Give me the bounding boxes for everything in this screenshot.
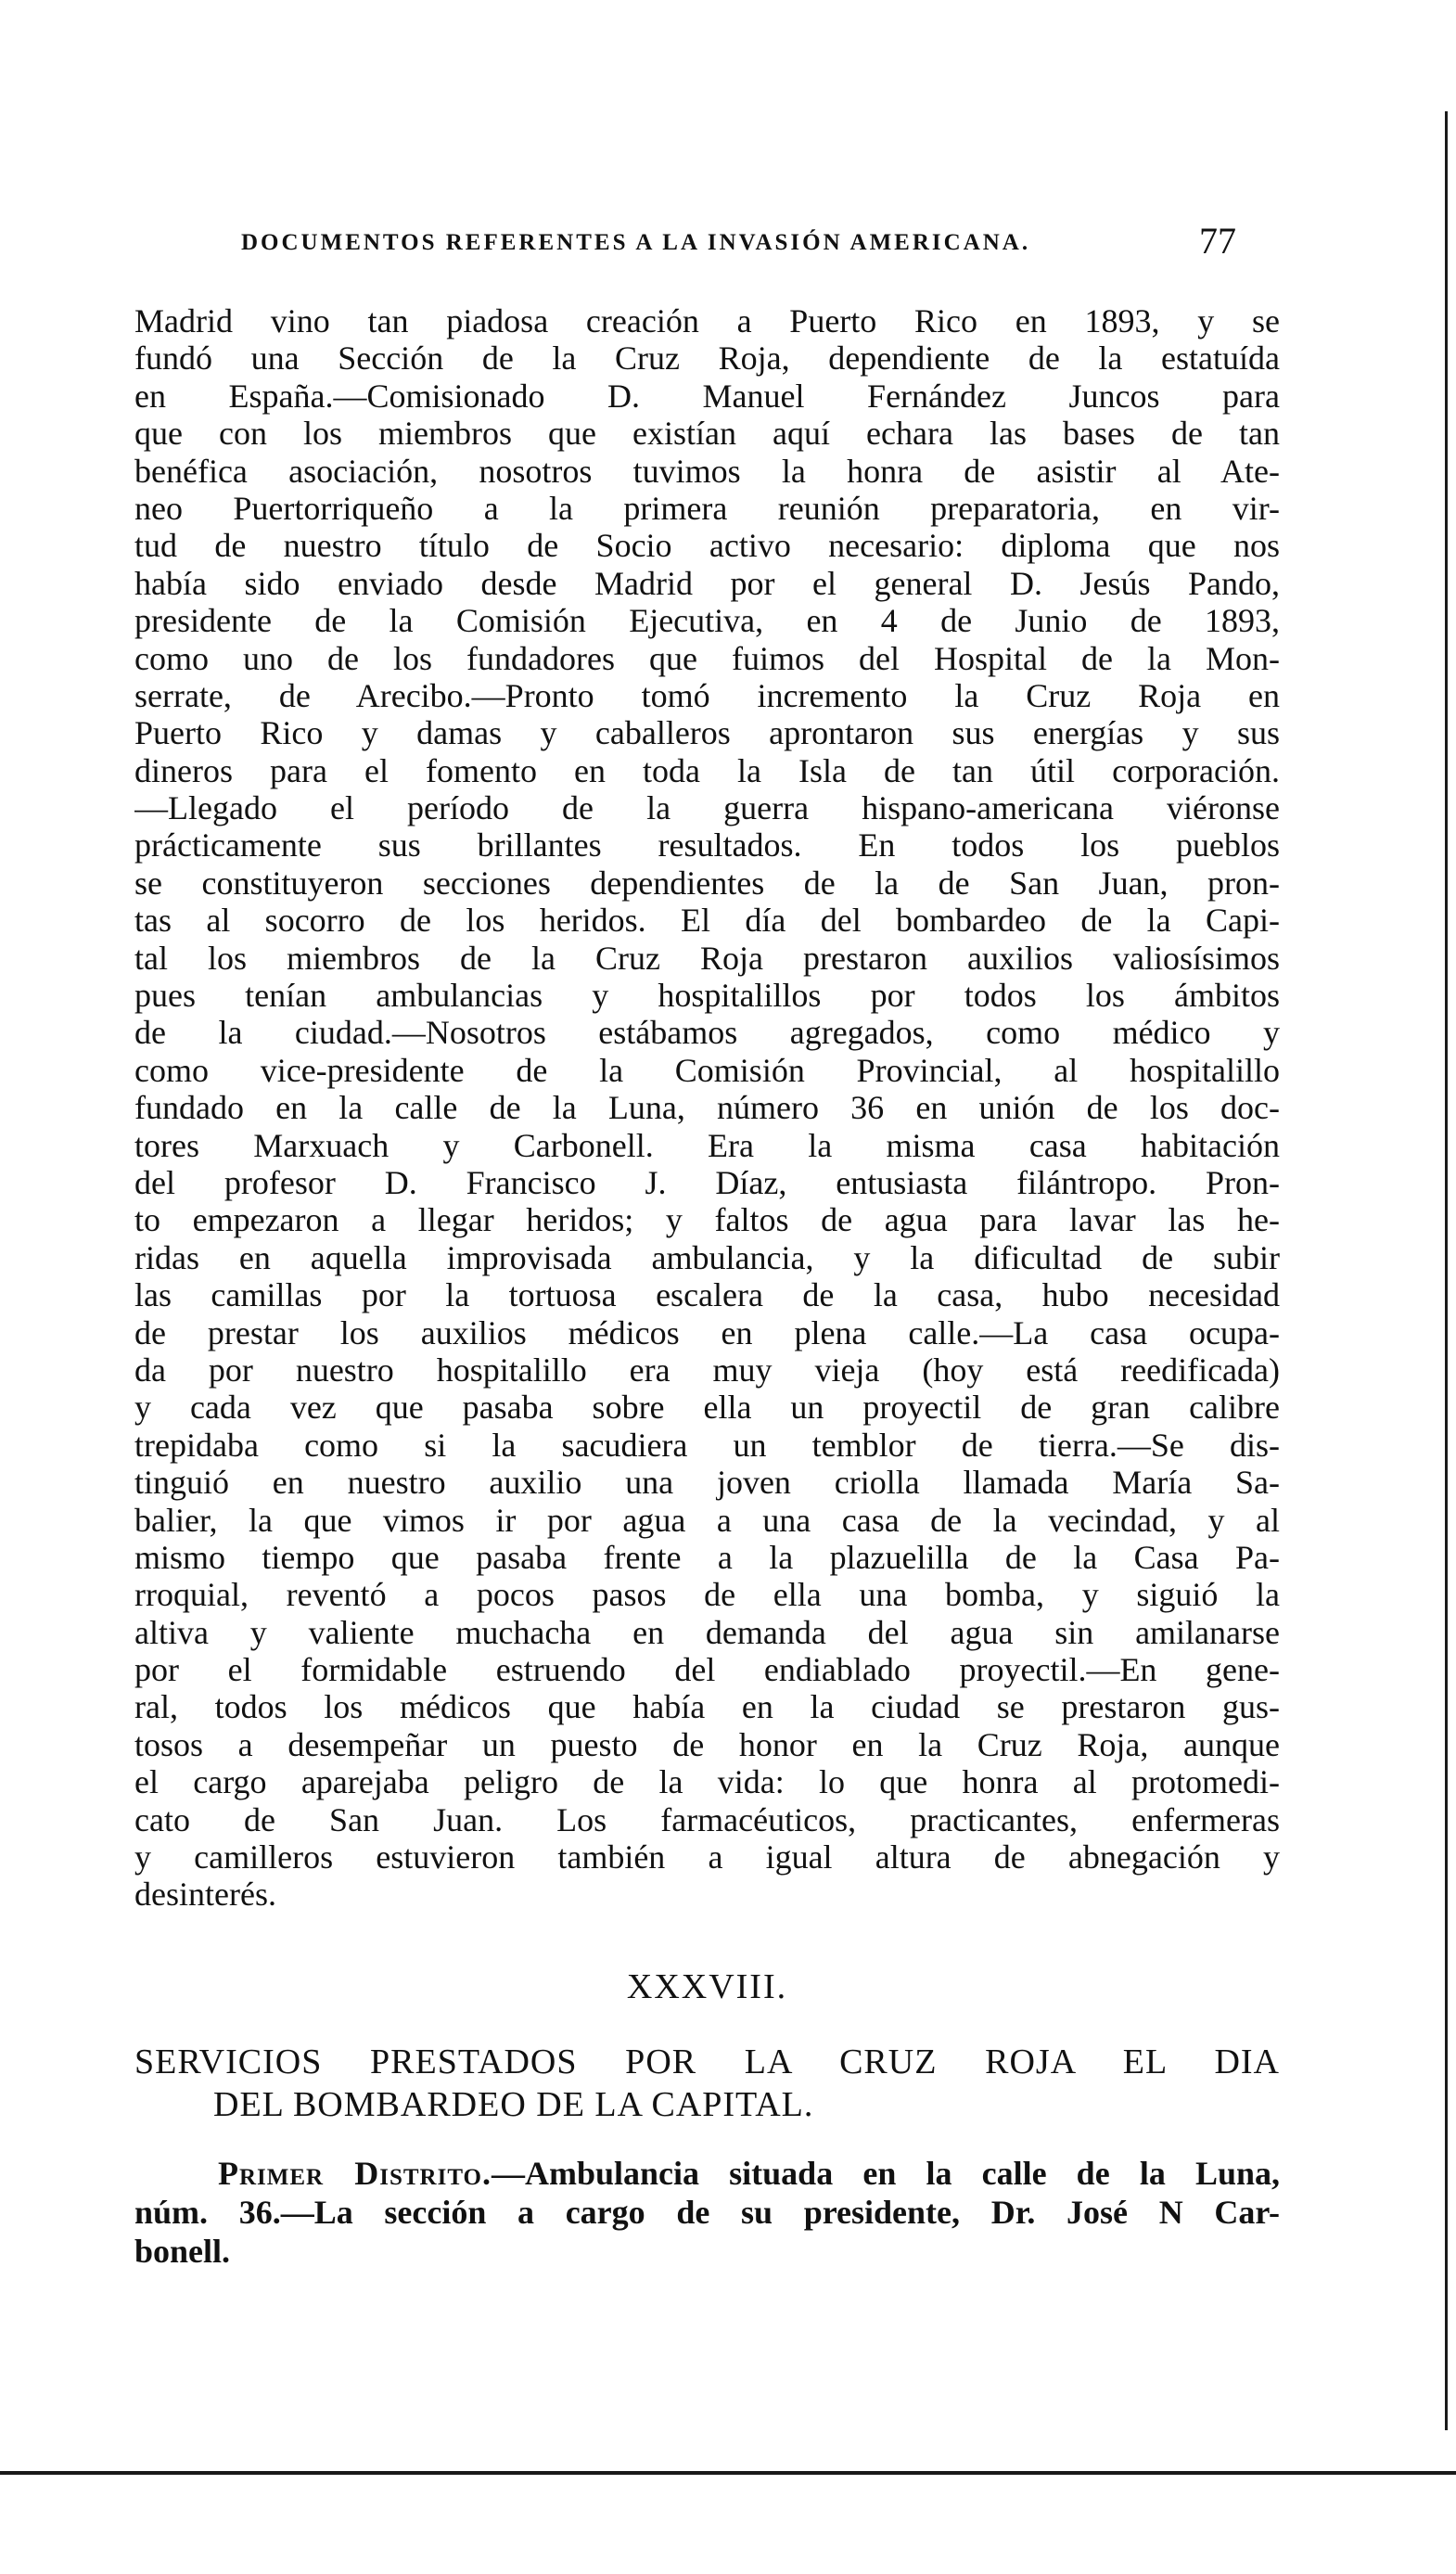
district-entry — [134, 2154, 1280, 2271]
text-line: altiva y valiente muchacha en demanda del agua sin amilanarse — [134, 1613, 1280, 1651]
district-label: Primer Distrito. — [218, 2155, 492, 2192]
text-line: se constituyeron secciones dependientes de la de San Juan, pron- — [134, 864, 1280, 902]
text-line: presidente de la Comisión Ejecutiva, en 4 de Junio de 1893, — [134, 602, 1280, 640]
text-line: el cargo aparejaba peligro de la vida: lo que honra al protomedi- — [134, 1763, 1280, 1801]
section-title — [134, 2041, 1280, 2126]
text-line: rroquial, reventó a pocos pasos de ella una bomba, y siguió la — [134, 1576, 1280, 1614]
text-line: serrate, de Arecibo.—Pronto tomó incremento la Cruz Roja en — [134, 676, 1280, 714]
running-title: DOCUMENTOS REFERENTES A LA INVASIÓN AMERICANA. — [241, 230, 1031, 255]
text-line: trepidaba como si la sacudiera un temblor de tierra.—Se dis- — [134, 1426, 1280, 1464]
text-line: benéfica asociación, nosotros tuvimos la honra de asistir al Ate- — [134, 452, 1280, 490]
district-line-3: bonell. — [134, 2233, 231, 2270]
text-line: neo Puertorriqueño a la primera reunión preparatoria, en vir- — [134, 489, 1280, 527]
text-line: —Llegado el período de la guerra hispano-americana viéronse — [134, 789, 1280, 827]
text-line: Madrid vino tan piadosa creación a Puerto Rico en 1893, y se — [134, 302, 1280, 339]
text-line: tud de nuestro título de Socio activo necesario: diploma que nos — [134, 527, 1280, 565]
text-line: por el formidable estruendo del endiablado proyectil.—En gene- — [134, 1651, 1280, 1689]
text-line: y cada vez que pasaba sobre ella un proyectil de gran calibre — [134, 1389, 1280, 1427]
text-line: en España.—Comisionado D. Manuel Fernández Juncos para — [134, 377, 1280, 415]
page-bottom-rule — [0, 2471, 1456, 2475]
section-title-line-2: DEL BOMBARDEO DE LA CAPITAL. — [213, 2085, 814, 2124]
text-line: del profesor D. Francisco J. Díaz, entusiasta filántropo. Pron- — [134, 1163, 1280, 1201]
running-header — [241, 219, 1261, 265]
text-line: que con los miembros que existían aquí echara las bases de tan — [134, 415, 1280, 453]
text-line: ridas en aquella improvisada ambulancia, y la dificultad de subir — [134, 1238, 1280, 1276]
text-line: las camillas por la tortuosa escalera de la casa, hubo necesidad — [134, 1276, 1280, 1314]
chapter-number: XXXVIII. — [626, 1967, 788, 2006]
text-line: fundado en la calle de la Luna, número 36 en unión de los doc- — [134, 1089, 1280, 1127]
text-line: Puerto Rico y damas y caballeros aprontaron sus energías y sus — [134, 714, 1280, 752]
text-line: to empezaron a llegar heridos; y faltos de agua para lavar las he- — [134, 1201, 1280, 1239]
text-line: fundó una Sección de la Cruz Roja, dependiente de la estatuída — [134, 339, 1280, 378]
text-line: de prestar los auxilios médicos en plena calle.—La casa ocupa- — [134, 1313, 1280, 1351]
text-line: desinterés. — [134, 1876, 276, 1914]
text-line: de la ciudad.—Nosotros estábamos agregados, como médico y — [134, 1014, 1280, 1052]
district-line-1-text: —Ambulancia situada en la calle de la Luna, — [492, 2155, 1280, 2192]
text-line: tores Marxuach y Carbonell. Era la misma casa habitación — [134, 1126, 1280, 1164]
text-line: cato de San Juan. Los farmacéuticos, practicantes, enfermeras — [134, 1800, 1280, 1838]
body-paragraph — [134, 302, 1280, 1914]
text-line: había sido enviado desde Madrid por el general D. Jesús Pando, — [134, 564, 1280, 602]
text-line: balier, la que vimos ir por agua a una casa de la vecindad, y al — [134, 1501, 1280, 1539]
text-line: dineros para el fomento en toda la Isla de tan útil corporación. — [134, 751, 1280, 789]
text-line: da por nuestro hospitalillo era muy vieja (hoy está reedificada) — [134, 1351, 1280, 1389]
text-line: pues tenían ambulancias y hospitalillos por todos los ámbitos — [134, 977, 1280, 1015]
text-line: como vice-presidente de la Comisión Provincial, al hospitalillo — [134, 1051, 1280, 1089]
text-line: prácticamente sus brillantes resultados. En todos los pueblos — [134, 826, 1280, 864]
text-line: tosos a desempeñar un puesto de honor en la Cruz Roja, aunque — [134, 1725, 1280, 1763]
page-edge-rule — [1445, 111, 1448, 2430]
section-title-line-1: SERVICIOS PRESTADOS POR LA CRUZ ROJA EL DIA — [134, 2043, 1280, 2081]
text-line: mismo tiempo que pasaba frente a la plazuelilla de la Casa Pa- — [134, 1538, 1280, 1576]
text-line: ral, todos los médicos que había en la ciudad se prestaron gus- — [134, 1688, 1280, 1726]
text-line: tinguió en nuestro auxilio una joven criolla llamada María Sa- — [134, 1464, 1280, 1502]
district-line-1 — [134, 2154, 1280, 2193]
text-line: y camilleros estuvieron también a igual altura de abnegación y — [134, 1838, 1280, 1876]
text-line: tas al socorro de los heridos. El día del bombardeo de la Capi- — [134, 902, 1280, 940]
text-line: tal los miembros de la Cruz Roja prestaron auxilios valiosísimos — [134, 939, 1280, 977]
page-number: 77 — [1199, 220, 1236, 262]
district-line-2: núm. 36.—La sección a cargo de su presidente, Dr. José N Car- — [134, 2194, 1280, 2231]
text-line: como uno de los fundadores que fuimos del Hospital de la Mon- — [134, 639, 1280, 677]
